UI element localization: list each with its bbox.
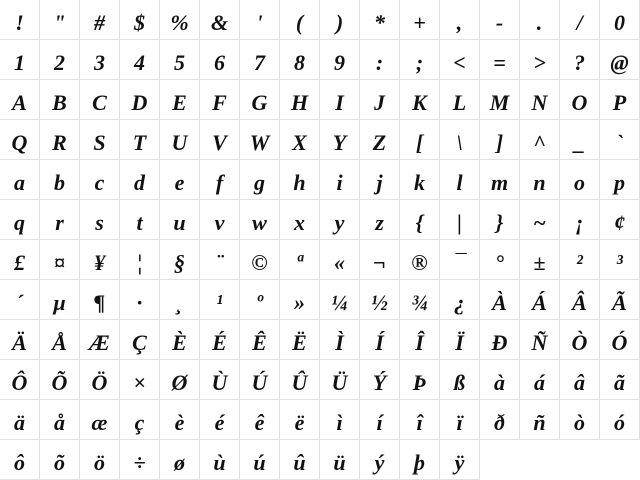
glyph-cell[interactable]: õ [40,440,80,480]
glyph-cell[interactable]: ä [0,400,40,440]
glyph-cell[interactable]: ¦ [120,240,160,280]
glyph-cell[interactable]: ³ [600,240,640,280]
glyph-cell[interactable]: ¶ [80,280,120,320]
glyph-cell[interactable]: # [80,0,120,40]
glyph-cell[interactable]: ö [80,440,120,480]
glyph-cell[interactable]: } [480,200,520,240]
glyph-cell[interactable]: ÷ [120,440,160,480]
glyph-cell[interactable]: s [80,200,120,240]
glyph-cell[interactable]: ý [360,440,400,480]
glyph-cell[interactable]: Ó [600,320,640,360]
glyph-cell[interactable]: O [560,80,600,120]
glyph-cell[interactable]: ¼ [320,280,360,320]
glyph-cell[interactable]: · [120,280,160,320]
glyph-cell[interactable]: g [240,160,280,200]
glyph-cell[interactable]: Ê [240,320,280,360]
glyph-cell[interactable]: ñ [520,400,560,440]
glyph-cell[interactable]: Ø [160,360,200,400]
glyph-cell[interactable]: / [560,0,600,40]
glyph-cell[interactable]: Ï [440,320,480,360]
glyph-cell[interactable]: í [360,400,400,440]
glyph-cell[interactable]: 7 [240,40,280,80]
glyph-cell[interactable]: ) [320,0,360,40]
glyph-cell[interactable]: > [520,40,560,80]
glyph-cell[interactable]: è [160,400,200,440]
glyph-cell[interactable]: Ã [600,280,640,320]
glyph-cell[interactable]: , [440,0,480,40]
glyph-cell[interactable]: N [520,80,560,120]
glyph-cell[interactable]: r [40,200,80,240]
glyph-cell[interactable]: ô [0,440,40,480]
empty-cell [480,440,520,480]
glyph-cell[interactable]: ¢ [600,200,640,240]
glyph-cell[interactable]: Ö [80,360,120,400]
glyph-cell[interactable]: M [480,80,520,120]
glyph-cell[interactable]: Å [40,320,80,360]
glyph-cell[interactable]: § [160,240,200,280]
glyph-cell[interactable]: D [120,80,160,120]
glyph-cell[interactable]: p [600,160,640,200]
glyph-cell[interactable]: ° [480,240,520,280]
glyph-cell[interactable]: ¯ [440,240,480,280]
glyph-cell[interactable]: 5 [160,40,200,80]
glyph-cell[interactable]: â [560,360,600,400]
glyph-cell[interactable]: x [280,200,320,240]
glyph-cell[interactable]: z [360,200,400,240]
glyph-cell[interactable]: ^ [520,120,560,160]
glyph-cell[interactable]: Á [520,280,560,320]
glyph-cell[interactable]: ò [560,400,600,440]
empty-cell [600,440,640,480]
glyph-cell[interactable]: Û [280,360,320,400]
glyph-cell[interactable]: 4 [120,40,160,80]
glyph-cell[interactable]: d [120,160,160,200]
glyph-cell[interactable]: B [40,80,80,120]
glyph-cell[interactable]: ª [280,240,320,280]
glyph-cell[interactable]: þ [400,440,440,480]
glyph-cell[interactable]: ç [120,400,160,440]
glyph-cell[interactable]: a [0,160,40,200]
glyph-cell[interactable]: ¾ [400,280,440,320]
glyph-cell[interactable]: P [600,80,640,120]
glyph-cell[interactable]: e [160,160,200,200]
glyph-cell[interactable]: + [400,0,440,40]
glyph-cell[interactable]: U [160,120,200,160]
glyph-cell[interactable]: { [400,200,440,240]
glyph-cell[interactable]: Ñ [520,320,560,360]
glyph-cell[interactable]: ? [560,40,600,80]
glyph-cell[interactable]: Æ [80,320,120,360]
glyph-cell[interactable]: h [280,160,320,200]
glyph-cell[interactable]: l [440,160,480,200]
glyph-cell[interactable]: Í [360,320,400,360]
glyph-cell[interactable]: @ [600,40,640,80]
glyph-cell[interactable]: C [80,80,120,120]
glyph-cell[interactable]: Y [320,120,360,160]
glyph-cell[interactable]: k [400,160,440,200]
glyph-cell[interactable]: _ [560,120,600,160]
glyph-cell[interactable]: ! [0,0,40,40]
glyph-cell[interactable]: T [120,120,160,160]
glyph-cell[interactable]: ê [240,400,280,440]
glyph-cell[interactable]: . [520,0,560,40]
glyph-cell[interactable]: v [200,200,240,240]
glyph-cell[interactable]: $ [120,0,160,40]
glyph-cell[interactable]: ² [560,240,600,280]
glyph-cell[interactable]: < [440,40,480,80]
glyph-cell[interactable]: W [240,120,280,160]
glyph-cell[interactable]: V [200,120,240,160]
glyph-cell[interactable]: ] [480,120,520,160]
glyph-cell[interactable]: á [520,360,560,400]
glyph-cell[interactable]: * [360,0,400,40]
glyph-cell[interactable]: û [280,440,320,480]
glyph-cell[interactable]: m [480,160,520,200]
glyph-cell[interactable]: é [200,400,240,440]
glyph-cell[interactable]: = [480,40,520,80]
glyph-cell[interactable]: & [200,0,240,40]
empty-cell [520,440,560,480]
glyph-cell[interactable]: 8 [280,40,320,80]
glyph-cell[interactable]: 9 [320,40,360,80]
glyph-cell[interactable]: £ [0,240,40,280]
glyph-cell[interactable]: Ë [280,320,320,360]
glyph-cell[interactable]: A [0,80,40,120]
glyph-cell[interactable]: ü [320,440,360,480]
glyph-cell[interactable]: ¨ [200,240,240,280]
glyph-cell[interactable]: Q [0,120,40,160]
glyph-cell[interactable]: F [200,80,240,120]
glyph-cell[interactable]: Ì [320,320,360,360]
glyph-cell[interactable]: æ [80,400,120,440]
glyph-cell[interactable]: © [240,240,280,280]
glyph-cell[interactable]: ¿ [440,280,480,320]
glyph-cell[interactable]: Ô [0,360,40,400]
glyph-cell[interactable]: 0 [600,0,640,40]
glyph-cell[interactable]: Î [400,320,440,360]
glyph-cell[interactable]: À [480,280,520,320]
glyph-cell[interactable]: 2 [40,40,80,80]
glyph-cell[interactable]: Ç [120,320,160,360]
glyph-cell[interactable]: Ù [200,360,240,400]
glyph-cell[interactable]: ` [600,120,640,160]
glyph-cell[interactable]: Ý [360,360,400,400]
glyph-cell[interactable]: y [320,200,360,240]
glyph-cell[interactable]: ÿ [440,440,480,480]
glyph-cell[interactable]: ù [200,440,240,480]
glyph-cell[interactable]: R [40,120,80,160]
glyph-cell[interactable]: î [400,400,440,440]
glyph-cell[interactable]: o [560,160,600,200]
glyph-cell[interactable]: H [280,80,320,120]
glyph-cell[interactable]: » [280,280,320,320]
glyph-cell[interactable]: q [0,200,40,240]
glyph-cell[interactable]: µ [40,280,80,320]
glyph-cell[interactable]: ø [160,440,200,480]
glyph-cell[interactable]: b [40,160,80,200]
glyph-cell[interactable]: % [160,0,200,40]
glyph-cell[interactable]: ® [400,240,440,280]
glyph-cell[interactable]: ~ [520,200,560,240]
glyph-cell[interactable]: - [480,0,520,40]
glyph-cell[interactable]: t [120,200,160,240]
glyph-cell[interactable]: Þ [400,360,440,400]
glyph-cell[interactable]: ´ [0,280,40,320]
glyph-cell[interactable]: ½ [360,280,400,320]
glyph-cell[interactable]: : [360,40,400,80]
glyph-cell[interactable]: × [120,360,160,400]
glyph-cell[interactable]: i [320,160,360,200]
glyph-cell[interactable]: L [440,80,480,120]
glyph-cell[interactable]: S [80,120,120,160]
glyph-cell[interactable]: 3 [80,40,120,80]
glyph-cell[interactable]: G [240,80,280,120]
glyph-cell[interactable]: \ [440,120,480,160]
glyph-cell[interactable]: f [200,160,240,200]
glyph-cell[interactable]: É [200,320,240,360]
glyph-cell[interactable]: X [280,120,320,160]
glyph-cell[interactable]: ï [440,400,480,440]
glyph-cell[interactable]: È [160,320,200,360]
glyph-cell[interactable]: 1 [0,40,40,80]
glyph-cell[interactable]: K [400,80,440,120]
glyph-cell[interactable]: ( [280,0,320,40]
glyph-cell[interactable]: j [360,160,400,200]
glyph-cell[interactable]: « [320,240,360,280]
glyph-cell[interactable]: I [320,80,360,120]
glyph-cell[interactable]: º [240,280,280,320]
glyph-cell[interactable]: ¥ [80,240,120,280]
glyph-cell[interactable]: ó [600,400,640,440]
glyph-cell[interactable]: ; [400,40,440,80]
glyph-cell[interactable]: à [480,360,520,400]
glyph-cell[interactable]: ì [320,400,360,440]
glyph-cell[interactable]: ¹ [200,280,240,320]
glyph-cell[interactable]: ß [440,360,480,400]
glyph-cell[interactable]: 6 [200,40,240,80]
glyph-cell[interactable]: Ä [0,320,40,360]
glyph-cell[interactable]: å [40,400,80,440]
glyph-cell[interactable]: Ú [240,360,280,400]
glyph-cell[interactable]: ë [280,400,320,440]
glyph-cell[interactable]: ¬ [360,240,400,280]
glyph-cell[interactable]: Z [360,120,400,160]
glyph-cell[interactable]: J [360,80,400,120]
glyph-cell[interactable]: E [160,80,200,120]
glyph-cell[interactable]: ¡ [560,200,600,240]
glyph-cell[interactable]: Â [560,280,600,320]
glyph-cell[interactable]: ú [240,440,280,480]
glyph-cell[interactable]: Õ [40,360,80,400]
glyph-cell[interactable]: Ð [480,320,520,360]
empty-cell [560,440,600,480]
glyph-cell[interactable]: n [520,160,560,200]
glyph-cell[interactable]: c [80,160,120,200]
glyph-cell[interactable]: ¸ [160,280,200,320]
glyph-cell[interactable]: u [160,200,200,240]
glyph-cell[interactable]: ¤ [40,240,80,280]
glyph-cell[interactable]: ' [240,0,280,40]
glyph-cell[interactable]: Ò [560,320,600,360]
glyph-cell[interactable]: Ü [320,360,360,400]
glyph-cell[interactable]: ð [480,400,520,440]
glyph-cell[interactable]: [ [400,120,440,160]
glyph-cell[interactable]: w [240,200,280,240]
glyph-cell[interactable]: ± [520,240,560,280]
glyph-cell[interactable]: " [40,0,80,40]
glyph-cell[interactable]: | [440,200,480,240]
glyph-cell[interactable]: ã [600,360,640,400]
